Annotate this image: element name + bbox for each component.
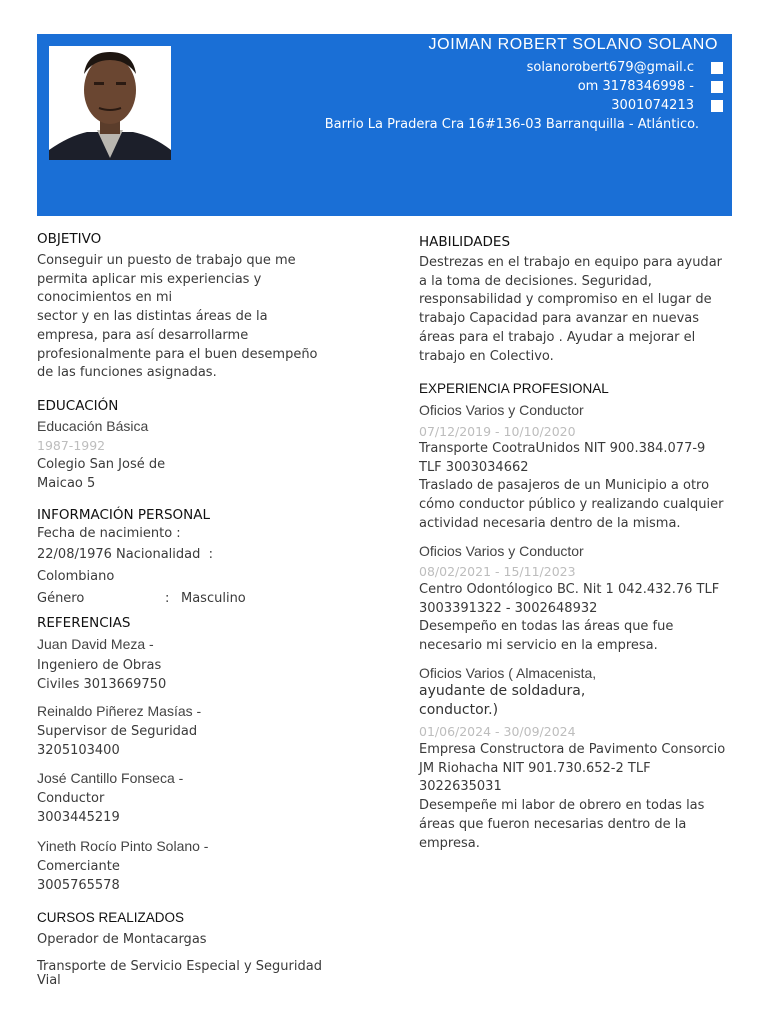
job-dates: 08/02/2021 - 15/11/2023 <box>419 564 576 579</box>
reference-detail <box>37 723 197 760</box>
reference-line: 3205103400 <box>37 742 120 758</box>
job-line: Traslado de pasajeros de un Municipio a otro <box>419 478 710 494</box>
reference-name: Juan David Meza - <box>37 636 154 652</box>
objetivo-line: profesionalmente para el buen desempeño <box>37 346 318 362</box>
profile-photo <box>49 46 171 160</box>
job-line: actividad necesaria dentro de la misma. <box>419 515 681 531</box>
habilidades-line: trabajo en Colectivo. <box>419 348 554 364</box>
phone-line: 3001074213 <box>611 98 694 113</box>
job-title-line: conductor.) <box>419 702 499 718</box>
nationality-value: Colombiano <box>37 569 115 584</box>
habilidades-text <box>419 254 722 366</box>
job-line: Desempeño en todas las áreas que fue <box>419 619 674 635</box>
job-line: 3003391322 - 3002648932 <box>419 600 598 616</box>
header-banner <box>37 34 732 216</box>
job-line: Transporte CootraUnidos NIT 900.384.077-9 <box>419 441 706 456</box>
job-description <box>419 741 725 853</box>
job-line: 3022635031 <box>419 779 502 795</box>
course-line: Transporte de Servicio Especial y Seguridad <box>37 959 322 974</box>
referencias-title: REFERENCIAS <box>37 615 131 631</box>
objetivo-text <box>37 252 318 383</box>
job-line: empresa. <box>419 835 480 851</box>
school-line: Colegio San José de <box>37 457 166 472</box>
address-line: Barrio La Pradera Cra 16#136-03 Barranquilla - Atlántico. <box>324 117 699 132</box>
reference-line: 3005765578 <box>37 877 120 893</box>
email-line-2: om 3178346998 - <box>577 79 694 94</box>
objetivo-line: sector y en las distintas áreas de la <box>37 309 268 325</box>
location-icon <box>711 100 723 112</box>
reference-line: Comerciante <box>37 859 120 874</box>
habilidades-title: HABILIDADES <box>419 234 511 250</box>
job-line: cómo conductor público y realizando cualquier <box>419 497 724 513</box>
job-line: áreas que fueron necesarias dentro de la <box>419 816 687 832</box>
job-description <box>419 581 719 656</box>
reference-name: Reinaldo Piñerez Masías - <box>37 703 202 719</box>
reference-detail <box>37 657 166 694</box>
job-dates: 07/12/2019 - 10/10/2020 <box>419 424 576 439</box>
reference-line: Ingeniero de Obras <box>37 658 162 673</box>
course-item: Operador de Montacargas <box>37 932 207 947</box>
habilidades-line: trabajo Capacidad para avanzar en nuevas <box>419 311 700 327</box>
education-school <box>37 456 165 493</box>
job-dates: 01/06/2024 - 30/09/2024 <box>419 724 576 739</box>
experiencia-title: EXPERIENCIA PROFESIONAL <box>419 381 609 396</box>
habilidades-line: Destrezas en el trabajo en equipo para ayudar <box>419 255 722 270</box>
birth-date-nationality: 22/08/1976 Nacionalidad : <box>37 547 214 562</box>
educacion-title: EDUCACIÓN <box>37 398 119 414</box>
objetivo-line: de las funciones asignadas. <box>37 365 217 381</box>
course-item <box>37 960 322 988</box>
reference-detail <box>37 790 120 827</box>
job-title-line: ayudante de soldadura, <box>419 683 586 699</box>
full-name: JOIMAN ROBERT SOLANO SOLANO <box>428 36 718 53</box>
objetivo-title: OBJETIVO <box>37 231 102 247</box>
objetivo-line: permita aplicar mis experiencias y <box>37 271 262 287</box>
reference-detail <box>37 858 120 895</box>
cursos-title: CURSOS REALIZADOS <box>37 910 185 925</box>
habilidades-line: a la toma de decisiones. Seguridad, <box>419 273 652 289</box>
job-line: TLF 3003034662 <box>419 459 529 475</box>
reference-line: Civiles 3013669750 <box>37 676 167 692</box>
info-personal-title: INFORMACIÓN PERSONAL <box>37 507 211 523</box>
objetivo-line: Conseguir un puesto de trabajo que me <box>37 253 296 268</box>
job-line: Centro Odontólogico BC. Nit 1 042.432.76 TLF <box>419 582 720 597</box>
job-title: Oficios Varios y Conductor <box>419 402 584 418</box>
school-line: Maicao 5 <box>37 475 96 491</box>
reference-line: Supervisor de Seguridad <box>37 724 198 739</box>
objetivo-line: empresa, para así desarrollarme <box>37 327 249 343</box>
education-degree: Educación Básica <box>37 418 149 434</box>
phone-icon <box>711 81 723 93</box>
job-line: Desempeñe mi labor de obrero en todas las <box>419 798 705 814</box>
habilidades-line: áreas para el trabajo . Ayudar a mejorar el <box>419 329 696 345</box>
habilidades-line: responsabilidad y compromiso en el lugar de <box>419 292 712 308</box>
gender-value: Masculino <box>181 591 246 606</box>
gender-label: Género <box>37 591 85 606</box>
job-line: necesario mi servicio en la empresa. <box>419 638 658 654</box>
birth-date-label: Fecha de nacimiento : <box>37 526 181 541</box>
reference-line: Conductor <box>37 791 105 806</box>
job-line: Empresa Constructora de Pavimento Consorcio <box>419 742 726 757</box>
job-title: Oficios Varios y Conductor <box>419 543 584 559</box>
reference-name: Yineth Rocío Pinto Solano - <box>37 838 209 854</box>
education-dates: 1987-1992 <box>37 438 106 453</box>
email-line-1: solanorobert679@gmail.c <box>526 60 694 75</box>
reference-name: José Cantillo Fonseca - <box>37 770 184 786</box>
job-title: Oficios Varios ( Almacenista, <box>419 665 597 681</box>
objetivo-line: conocimientos en mi <box>37 290 173 306</box>
reference-line: 3003445219 <box>37 809 120 825</box>
course-line: Vial <box>37 973 61 988</box>
gender-separator: : <box>165 591 170 606</box>
job-line: JM Riohacha NIT 901.730.652-2 TLF <box>419 760 651 776</box>
job-description <box>419 440 723 534</box>
email-icon <box>711 62 723 74</box>
